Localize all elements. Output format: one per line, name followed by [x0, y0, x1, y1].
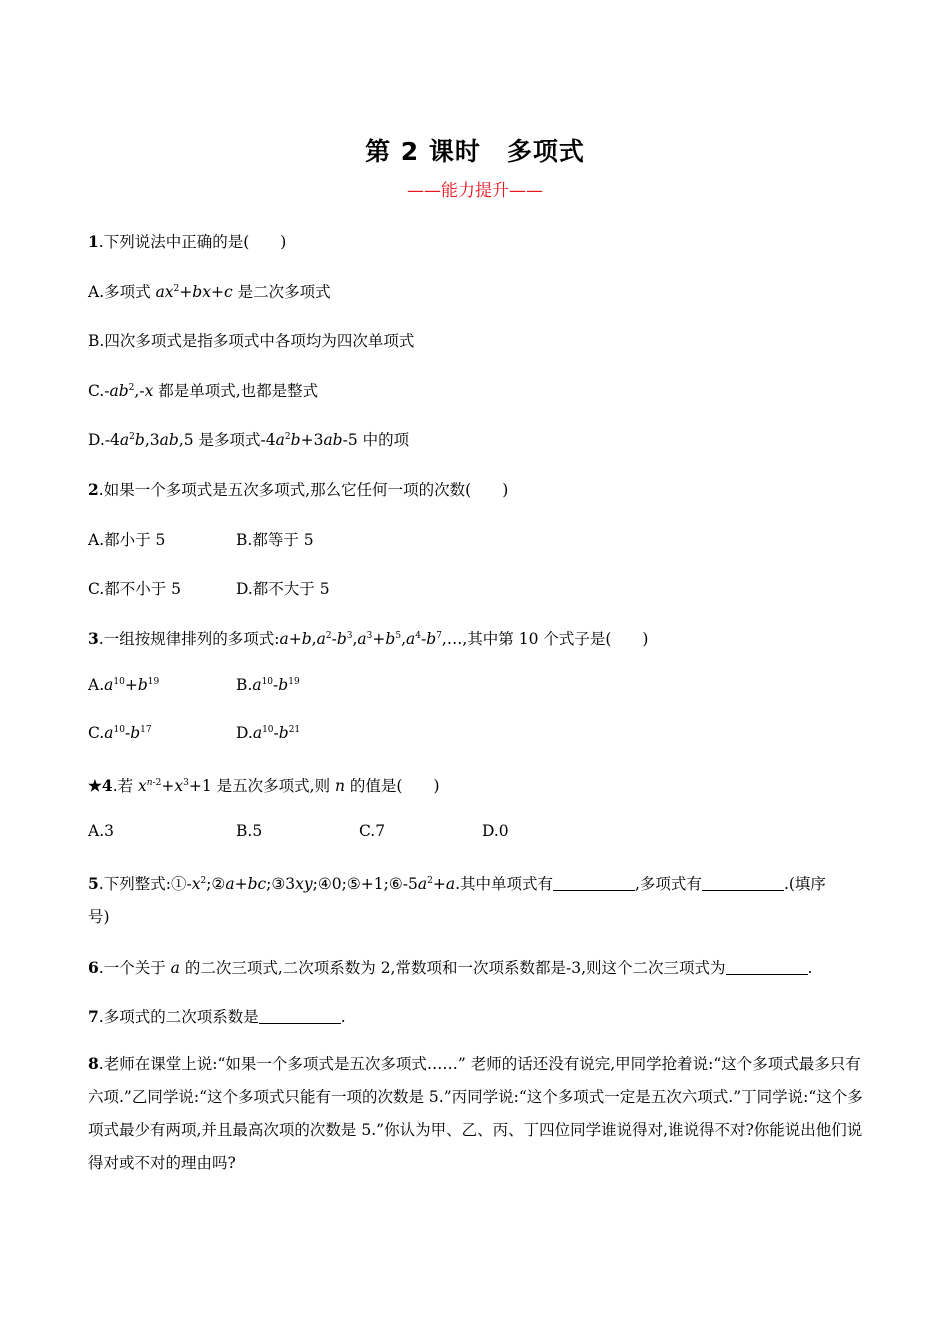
q3-stem: 3.一组按规律排列的多项式$:a+b,a^2-b^3,a^3+b^5,a^4-b^7,\dots$,其中第 10 个式子是( )	[88, 629, 649, 648]
q2-option-d: D.都不大于 5	[236, 580, 330, 598]
q4-option-d: D.0	[482, 822, 509, 840]
q3-options-row2	[88, 724, 300, 742]
q3-option-b: $B.a^{10}-b^{19}$	[236, 676, 300, 694]
q3-number: 3	[88, 629, 99, 648]
q5-answer-blank-2[interactable]	[702, 876, 784, 891]
q2-number: 2	[88, 480, 99, 499]
q4-options	[88, 822, 509, 840]
q4-stem: ★4.若 $x^{n-2}+x^3+1$ 是五次多项式,则 n 的值是( )	[88, 776, 440, 795]
q2-options-row1	[88, 528, 314, 550]
q7-stem: 7.多项式的二次项系数是 .	[88, 1007, 346, 1026]
q3-option-a: $A.a^{10}+b^{19}$	[88, 676, 160, 694]
q4-option-c: C.7	[359, 822, 386, 840]
q4-number: ★4	[88, 776, 113, 795]
q2-option-a: A.都小于 5	[88, 531, 166, 549]
q1-option-a: A.多项式 $ax^2+bx+c$ 是二次多项式	[88, 283, 331, 301]
q4-option-b: B.5	[236, 822, 263, 840]
q1-number: 1	[88, 232, 99, 251]
page-title: 第 2 课时 多项式	[365, 137, 585, 166]
q2-options-row2	[88, 577, 330, 599]
q8-stem: 8.老师在课堂上说:“如果一个多项式是五次多项式……” 老师的话还没有说完,甲同学抢着说:“这个多项式最多只有六项.”乙同学说:“这个多项式只能有一项的次数是 5.”丙同学说:“这个多项式一定是五次六项式.”丁同学说:“这个多项式最少有两项,并且最高次项的次数是 5.”你认为甲、乙、丙、丁四位同学谁说得对,谁说得不对?你能说出他们说得对或不对的理由吗?	[88, 1054, 863, 1172]
q2-option-b: B.都等于 5	[236, 531, 314, 549]
q2-stem: 2.如果一个多项式是五次多项式,那么它任何一项的次数( )	[88, 480, 509, 499]
q7-answer-blank[interactable]	[259, 1009, 341, 1024]
q5-answer-blank-1[interactable]	[553, 876, 635, 891]
q5-stem: 5.下列整式$:①-x^2;②a+bc;③3xy;④0;⑤+1;⑥-5a^2+a$.其中单项式有 ,多项式有 .(填序	[88, 874, 826, 893]
q7-number: 7	[88, 1007, 99, 1026]
q2-option-c: C.都不小于 5	[88, 580, 182, 598]
q1-option-b: B.四次多项式是指多项式中各项均为四次单项式	[88, 332, 415, 350]
q1-option-c: $C.-ab^2,-x$ 都是单项式,也都是整式	[88, 382, 319, 400]
q3-option-c: $C.a^{10}-b^{17}$	[88, 724, 152, 742]
q1-option-d: $D.-4a^2b,3ab,5$ 是多项式$-4a^2b+3ab-5$ 中的项	[88, 431, 410, 449]
q1-stem: 1.下列说法中正确的是( )	[88, 232, 287, 251]
q8-number: 8	[88, 1054, 99, 1073]
q4-option-a: A.3	[88, 822, 114, 840]
q3-option-d: $D.a^{10}-b^{21}$	[236, 724, 301, 742]
q6-stem: 6.一个关于 a 的二次三项式,二次项系数为 2,常数项和一次项系数都是-3,则这个二次三项式为 .	[88, 958, 813, 977]
q6-answer-blank[interactable]	[726, 960, 808, 975]
q5-number: 5	[88, 874, 99, 893]
section-subtitle: ——能力提升——	[407, 181, 543, 201]
q5-stem-line2: 号)	[88, 908, 110, 926]
q3-options-row1	[88, 676, 300, 694]
q6-number: 6	[88, 958, 99, 977]
